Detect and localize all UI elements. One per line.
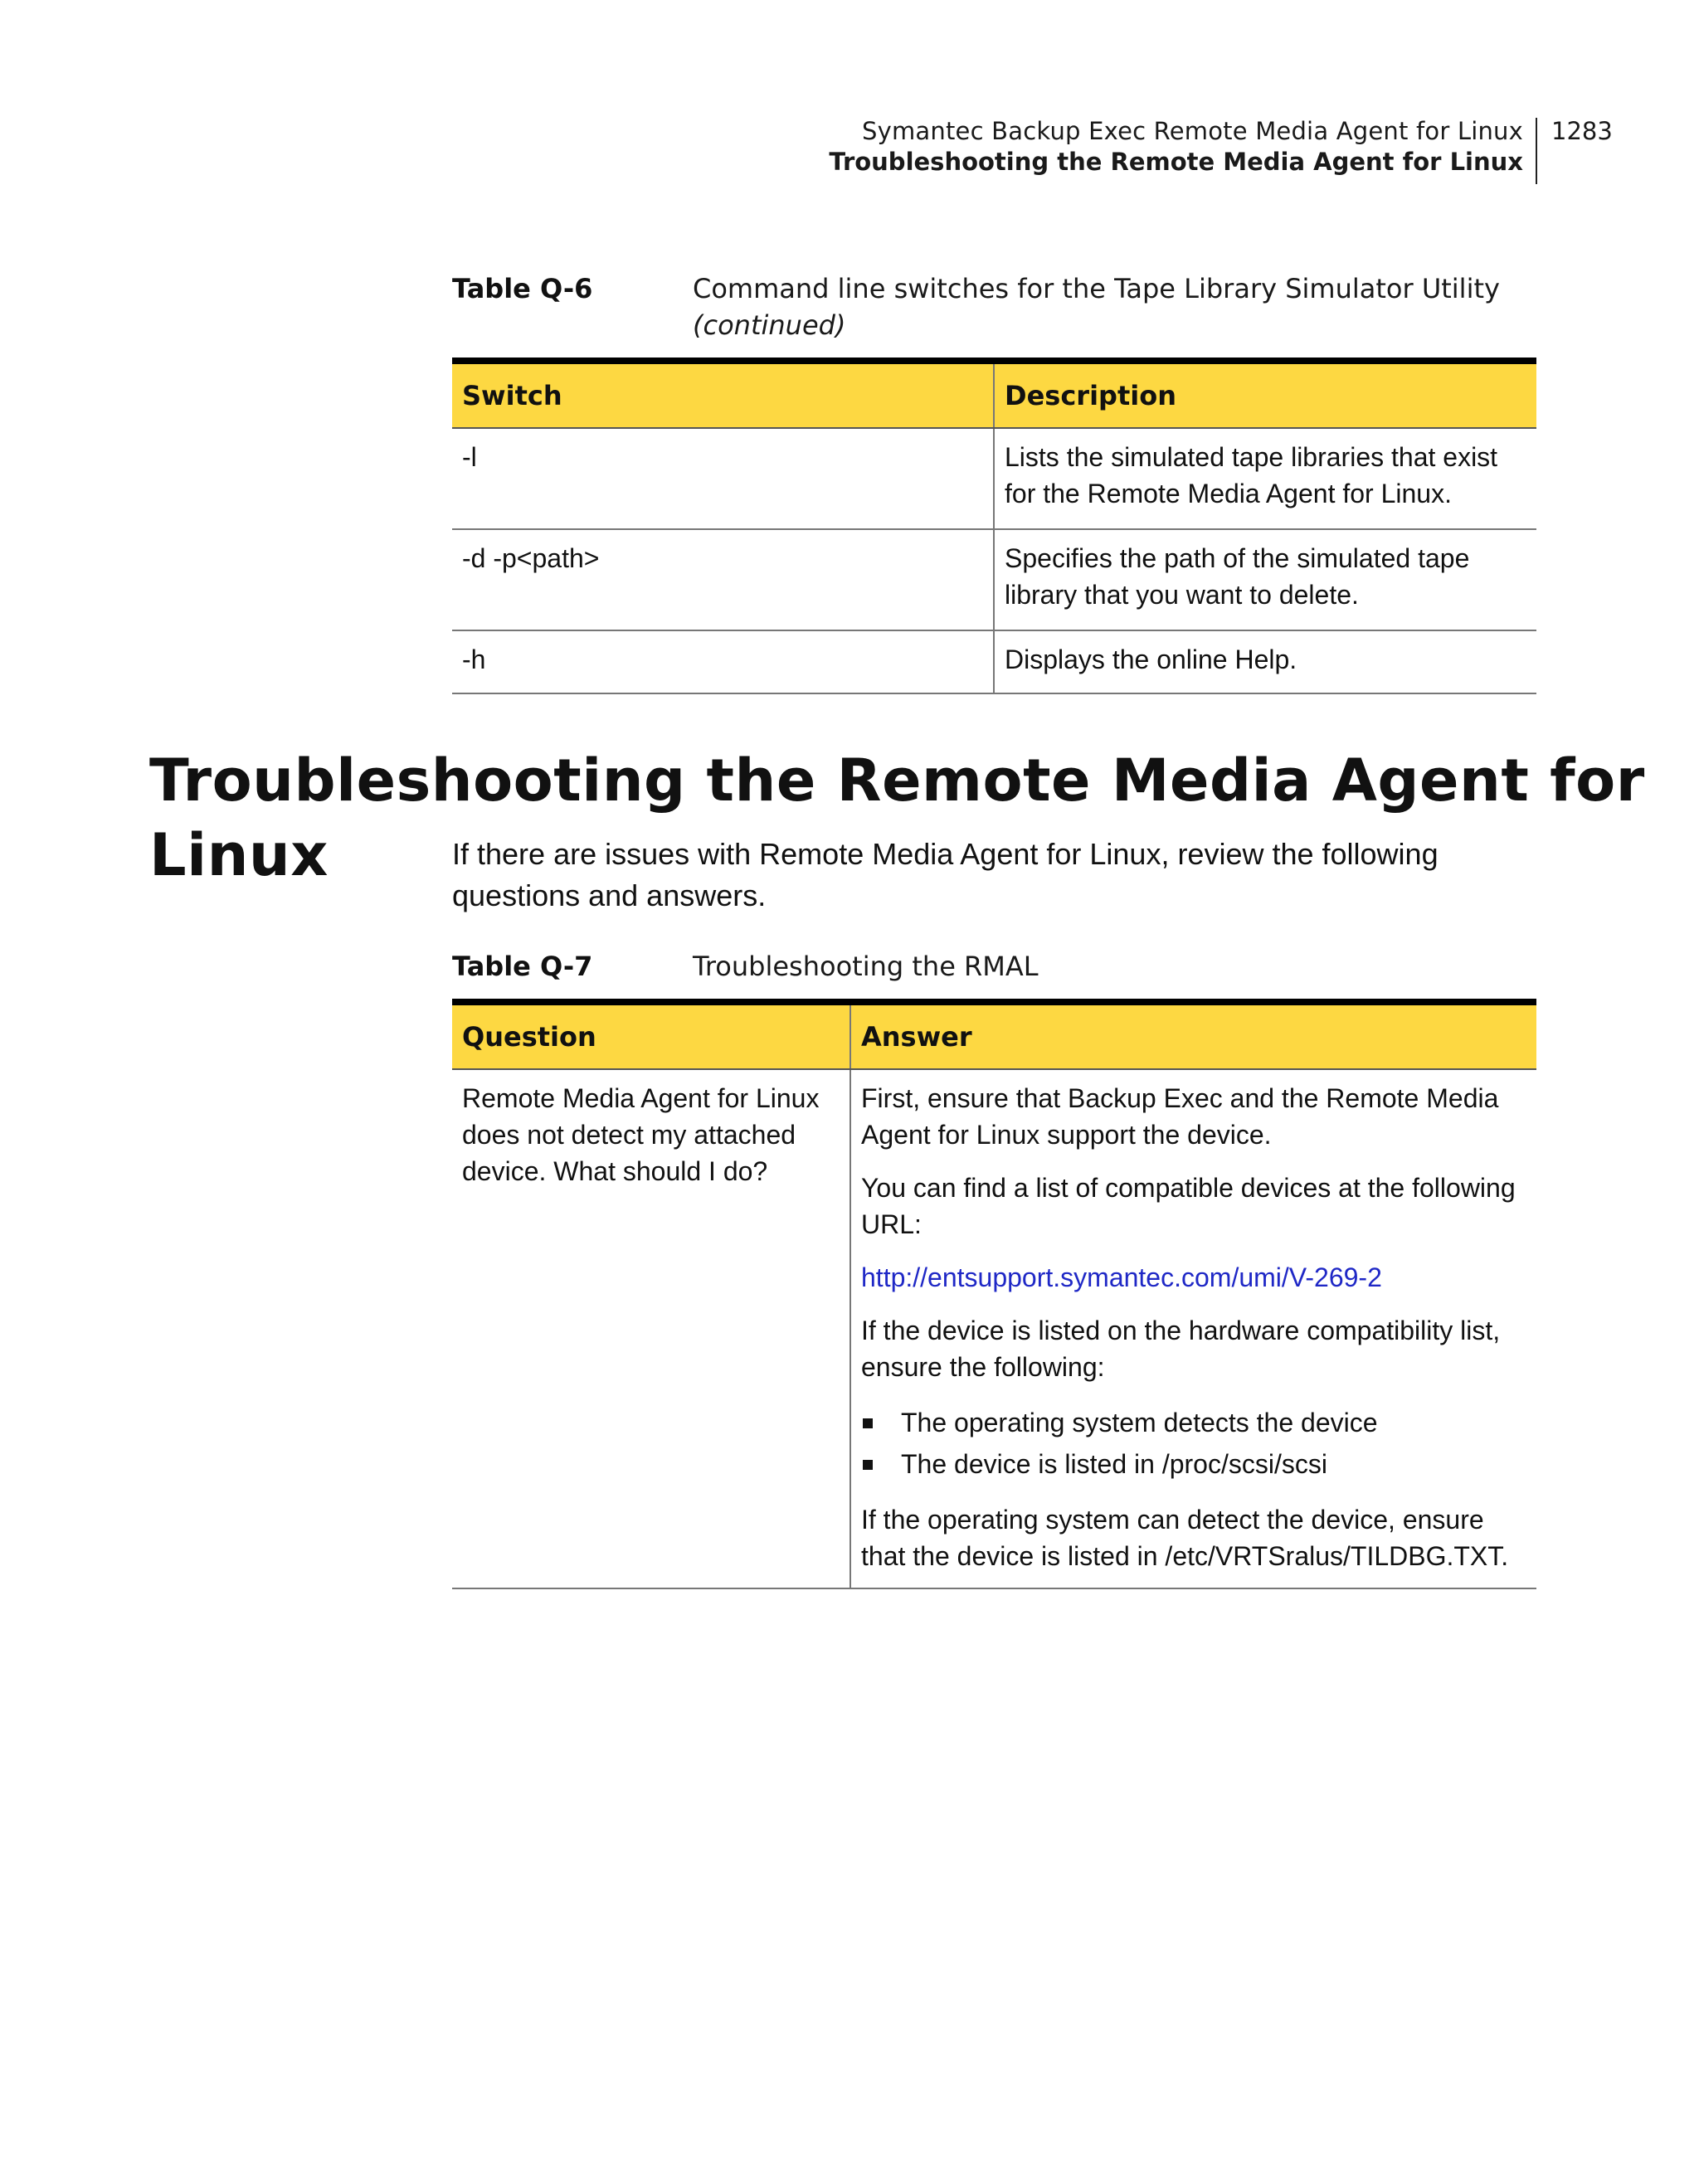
answer-cell — [850, 1069, 1536, 1588]
answer-paragraph: If the operating system can detect the device, ensure that the device is listed in /etc/VRTSralus/TILDBG.TXT. — [861, 1505, 1509, 1571]
table-q6-header-row — [452, 361, 1536, 428]
page-number: 1283 — [1551, 117, 1613, 145]
column-header-switch: Switch — [452, 361, 994, 428]
answer-paragraph: If the device is listed on the hardware compatibility list, ensure the following: — [861, 1316, 1501, 1382]
answer-paragraph: You can find a list of compatible devices at the following URL: — [861, 1173, 1516, 1239]
list-item — [861, 1402, 1526, 1443]
answer-paragraph: First, ensure that Backup Exec and the Remote Media Agent for Linux support the device. — [861, 1083, 1499, 1150]
description-cell: Lists the simulated tape libraries that exist for the Remote Media Agent for Linux. — [994, 428, 1536, 529]
column-header-question: Question — [452, 1002, 850, 1069]
section-heading: Troubleshooting the Remote Media Agent for Linux — [149, 747, 1645, 889]
column-header-description: Description — [994, 361, 1536, 428]
square-bullet-icon — [863, 1460, 873, 1470]
running-header-titles — [829, 116, 1523, 178]
table-q7-header-row — [452, 1002, 1536, 1069]
list-item-text: The operating system detects the device — [901, 1408, 1378, 1437]
section-intro: If there are issues with Remote Media Agent for Linux, review the following questions and answers. — [452, 837, 1439, 912]
table-q6 — [452, 358, 1536, 694]
compatibility-url-link[interactable]: http://entsupport.symantec.com/umi/V-269-2 — [861, 1262, 1382, 1292]
square-bullet-icon — [863, 1418, 873, 1428]
section-title: Troubleshooting the Remote Media Agent for Linux — [829, 148, 1523, 176]
table-row — [452, 529, 1536, 630]
chapter-title: Symantec Backup Exec Remote Media Agent for Linux — [862, 117, 1523, 145]
table-q7-title: Troubleshooting the RMAL — [693, 951, 1039, 982]
description-cell: Specifies the path of the simulated tape library that you want to delete. — [994, 529, 1536, 630]
table-row — [452, 428, 1536, 529]
table-q6-label: Table Q-6 — [452, 273, 593, 304]
table-q6-title — [693, 270, 1605, 343]
column-header-answer: Answer — [850, 1002, 1536, 1069]
list-item-text: The device is listed in /proc/scsi/scsi — [901, 1449, 1327, 1479]
switch-cell: -l — [452, 428, 994, 529]
switch-cell: -d -p<path> — [452, 529, 994, 630]
table-row — [452, 1069, 1536, 1588]
table-q6-continued: (continued) — [693, 309, 846, 341]
description-cell: Displays the online Help. — [994, 630, 1536, 693]
question-cell: Remote Media Agent for Linux does not detect my attached device. What should I do? — [452, 1069, 850, 1588]
header-divider — [1536, 118, 1537, 184]
checklist — [861, 1402, 1526, 1485]
table-row — [452, 630, 1536, 693]
table-q7-label: Table Q-7 — [452, 951, 593, 982]
table-q6-title-text: Command line switches for the Tape Library Simulator Utility — [693, 273, 1500, 304]
running-header — [0, 116, 1699, 191]
table-q7 — [452, 999, 1536, 1589]
switch-cell: -h — [452, 630, 994, 693]
list-item — [861, 1443, 1526, 1485]
